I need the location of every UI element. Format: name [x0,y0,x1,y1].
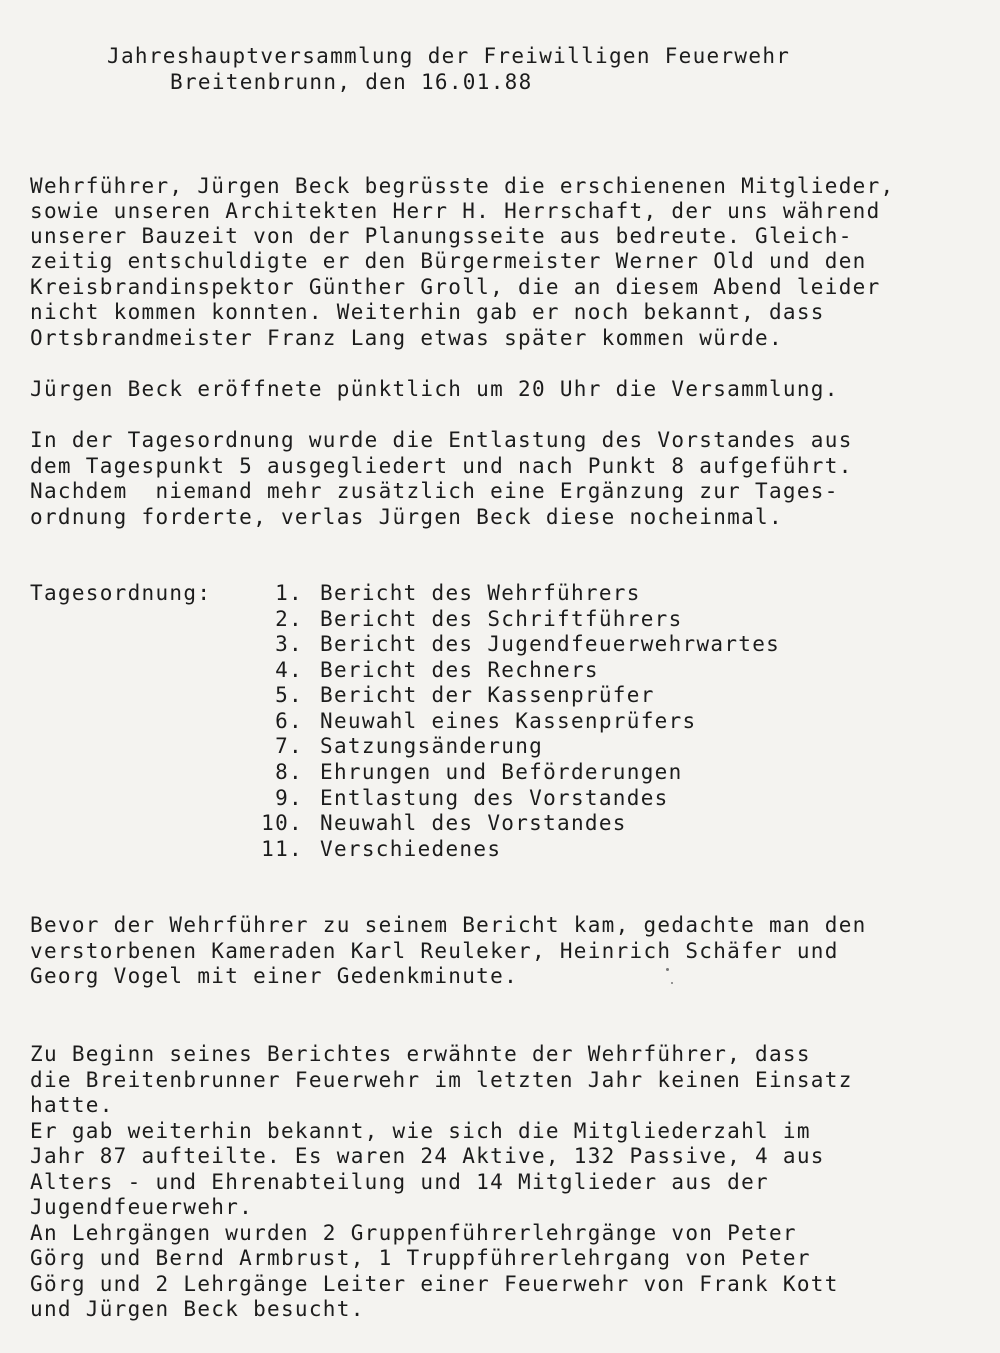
paragraph-line: Ortsbrandmeister Franz Lang etwas später kommen würde. [30,326,783,350]
agenda-item-text: Bericht des Jugendfeuerwehrwartes [320,632,781,656]
paragraph-line: ordnung forderte, verlas Jürgen Beck diese nocheinmal. [30,505,783,529]
paragraph-line: An Lehrgängen wurden 2 Gruppenführerlehrgänge von Peter [30,1221,797,1245]
paragraph-line: Görg und Bernd Armbrust, 1 Truppführerlehrgang von Peter [30,1246,811,1270]
paragraph-line: Er gab weiterhin bekannt, wie sich die Mitgliederzahl im [30,1119,811,1143]
agenda-item-text: Bericht der Kassenprüfer [320,683,655,707]
agenda-item-text: Neuwahl des Vorstandes [320,811,627,835]
paragraph-line: Alters - und Ehrenabteilung und 14 Mitglieder aus der [30,1170,769,1194]
document-place-date: Breitenbrunn, den 16.01.88 [170,70,533,94]
agenda-item-number: 5. [275,683,303,707]
paragraph-line: die Breitenbrunner Feuerwehr im letzten Jahr keinen Einsatz [30,1068,853,1092]
agenda-item-number: 6. [275,709,303,733]
paragraph-line: In der Tagesordnung wurde die Entlastung des Vorstandes aus [30,428,853,452]
paragraph-line: und Jürgen Beck besucht. [30,1297,365,1321]
agenda-item-number: 2. [275,607,303,631]
scan-speck [671,982,673,984]
agenda-item-number: 7. [275,734,303,758]
agenda-item-text: Neuwahl eines Kassenprüfers [320,709,697,733]
paragraph-line: Wehrführer, Jürgen Beck begrüsste die erschienenen Mitglieder, [30,174,895,198]
agenda-item-text: Entlastung des Vorstandes [320,786,669,810]
paragraph-line: nicht kommen konnten. Weiterhin gab er noch bekannt, dass [30,300,825,324]
agenda-item-number: 1. [275,581,303,605]
agenda-item-text: Satzungsänderung [320,734,544,758]
paragraph-line: Jugendfeuerwehr. [30,1195,254,1219]
paragraph-line: sowie unseren Architekten Herr H. Herrschaft, der uns während [30,199,881,223]
agenda-item-text: Verschiedenes [320,837,502,861]
paragraph-line: Zu Beginn seines Berichtes erwähnte der Wehrführer, dass [30,1042,811,1066]
paragraph-line: Görg und 2 Lehrgänge Leiter einer Feuerwehr von Frank Kott [30,1272,839,1296]
agenda-label: Tagesordnung: [30,581,212,605]
paragraph-line: zeitig entschuldigte er den Bürgermeister Werner Old und den [30,249,867,273]
paragraph-line: Bevor der Wehrführer zu seinem Bericht kam, gedachte man den [30,913,867,937]
paragraph-line: hatte. [30,1093,114,1117]
agenda-item-number: 3. [275,632,303,656]
agenda-item-text: Bericht des Rechners [320,658,599,682]
agenda-item-text: Bericht des Wehrführers [320,581,641,605]
paragraph-line: Georg Vogel mit einer Gedenkminute. [30,964,519,988]
agenda-item-number: 8. [275,760,303,784]
paragraph-line: Jürgen Beck eröffnete pünktlich um 20 Uhr die Versammlung. [30,377,839,401]
paragraph-line: unserer Bauzeit von der Planungsseite aus bedreute. Gleich- [30,224,853,248]
paragraph-line: dem Tagespunkt 5 ausgegliedert und nach Punkt 8 aufgeführt. [30,454,853,478]
scan-speck [666,968,669,971]
agenda-item-text: Bericht des Schriftführers [320,607,683,631]
paragraph-line: Nachdem niemand mehr zusätzlich eine Ergänzung zur Tages- [30,479,839,503]
paragraph-line: Jahr 87 aufteilte. Es waren 24 Aktive, 132 Passive, 4 aus [30,1144,825,1168]
agenda-item-text: Ehrungen und Beförderungen [320,760,683,784]
agenda-item-number: 11. [261,837,303,861]
paragraph-line: Kreisbrandinspektor Günther Groll, die an diesem Abend leider [30,275,881,299]
agenda-item-number: 4. [275,658,303,682]
paragraph-line: verstorbenen Kameraden Karl Reuleker, Heinrich Schäfer und [30,939,839,963]
agenda-item-number: 10. [261,811,303,835]
agenda-item-number: 9. [275,786,303,810]
document-title: Jahreshauptversammlung der Freiwilligen Feuerwehr [107,44,791,68]
